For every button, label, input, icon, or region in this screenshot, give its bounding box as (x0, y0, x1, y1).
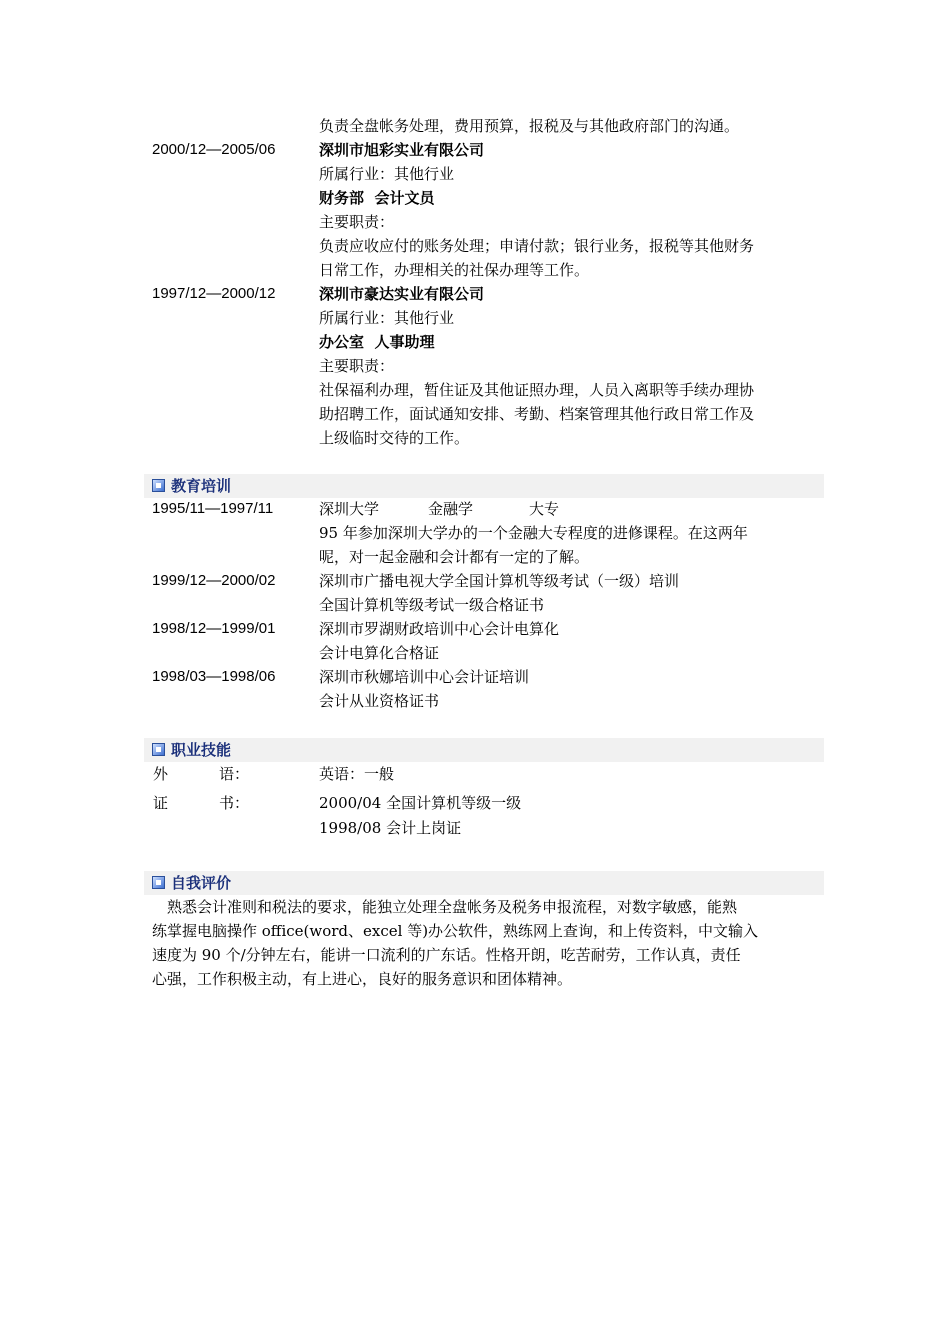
certificate-label-suffix: 书： (219, 794, 250, 812)
section-title: 教育培训 (171, 477, 232, 495)
certificate-item: 2000/04 全国计算机等级一级 (319, 794, 522, 812)
education-course: 深圳市广播电视大学全国计算机等级考试（一级）培训 (319, 572, 680, 590)
work-company: 深圳市旭彩实业有限公司 (319, 141, 485, 159)
language-label: 外 (153, 765, 169, 783)
language-value: 英语：一般 (319, 765, 395, 783)
education-course: 深圳市罗湖财政培训中心会计电算化 (319, 620, 560, 638)
education-degree: 大专 (529, 500, 560, 518)
education-desc-line: 95 年参加深圳大学办的一个金融大专程度的进修课程。在这两年 (319, 524, 748, 542)
education-major: 金融学 (428, 500, 474, 518)
work-duty-line: 上级临时交待的工作。 (319, 429, 470, 447)
work-position: 财务部 会计文员 (319, 189, 435, 207)
self-eval-line: 心强，工作积极主动，有上进心，良好的服务意识和团体精神。 (152, 970, 573, 988)
education-desc-line: 呢，对一起金融和会计都有一定的了解。 (319, 548, 590, 566)
work-period: 1997/12—2000/12 (152, 285, 276, 302)
section-bullet-icon (152, 743, 165, 756)
education-period: 1995/11—1997/11 (152, 500, 274, 517)
work-duty-line: 助招聘工作，面试通知安排、考勤、档案管理其他行政日常工作及 (319, 405, 755, 423)
self-eval-line: 练掌握电脑操作 office(word、excel 等)办公软件，熟练网上查询，和上传资料，中文输入 (152, 922, 759, 940)
language-label-suffix: 语： (219, 765, 250, 783)
education-certificate: 全国计算机等级考试一级合格证书 (319, 596, 545, 614)
education-period: 1998/03—1998/06 (152, 668, 276, 685)
work-company: 深圳市豪达实业有限公司 (319, 285, 485, 303)
section-title: 职业技能 (171, 741, 232, 759)
work-duty-line: 日常工作，办理相关的社保办理等工作。 (319, 261, 590, 279)
work-duty-line: 负责应收应付的账务处理；申请付款；银行业务，报税等其他财务 (319, 237, 755, 255)
education-course: 深圳市秋娜培训中心会计证培训 (319, 668, 530, 686)
certificate-item: 1998/08 会计上岗证 (319, 819, 462, 837)
section-bullet-icon (152, 876, 165, 889)
work-position: 办公室 人事助理 (319, 333, 435, 351)
section-bullet-icon (152, 479, 165, 492)
education-certificate: 会计从业资格证书 (319, 692, 440, 710)
work-industry: 所属行业：其他行业 (319, 309, 455, 327)
work-duties-label: 主要职责： (319, 357, 395, 375)
self-eval-line: 速度为 90 个/分钟左右，能讲一口流利的广东话。性格开朗，吃苦耐劳，工作认真，责任 (152, 946, 741, 964)
work-top-duty: 负责全盘帐务处理，费用预算，报税及与其他政府部门的沟通。 (319, 117, 740, 135)
section-title: 自我评价 (171, 874, 232, 892)
education-certificate: 会计电算化合格证 (319, 644, 440, 662)
skills-section-header (144, 738, 824, 762)
self-eval-section-header (144, 871, 824, 895)
work-period: 2000/12—2005/06 (152, 141, 276, 158)
work-industry: 所属行业：其他行业 (319, 165, 455, 183)
education-school: 深圳大学 (319, 500, 380, 518)
self-eval-line: 熟悉会计准则和税法的要求，能独立处理全盘帐务及税务申报流程，对数字敏感，能熟 (167, 898, 738, 916)
work-duties-label: 主要职责： (319, 213, 395, 231)
education-period: 1998/12—1999/01 (152, 620, 276, 637)
certificate-label: 证 (153, 794, 169, 812)
education-section-header (144, 474, 824, 498)
work-duty-line: 社保福利办理，暂住证及其他证照办理，人员入离职等手续办理协 (319, 381, 755, 399)
education-period: 1999/12—2000/02 (152, 572, 276, 589)
